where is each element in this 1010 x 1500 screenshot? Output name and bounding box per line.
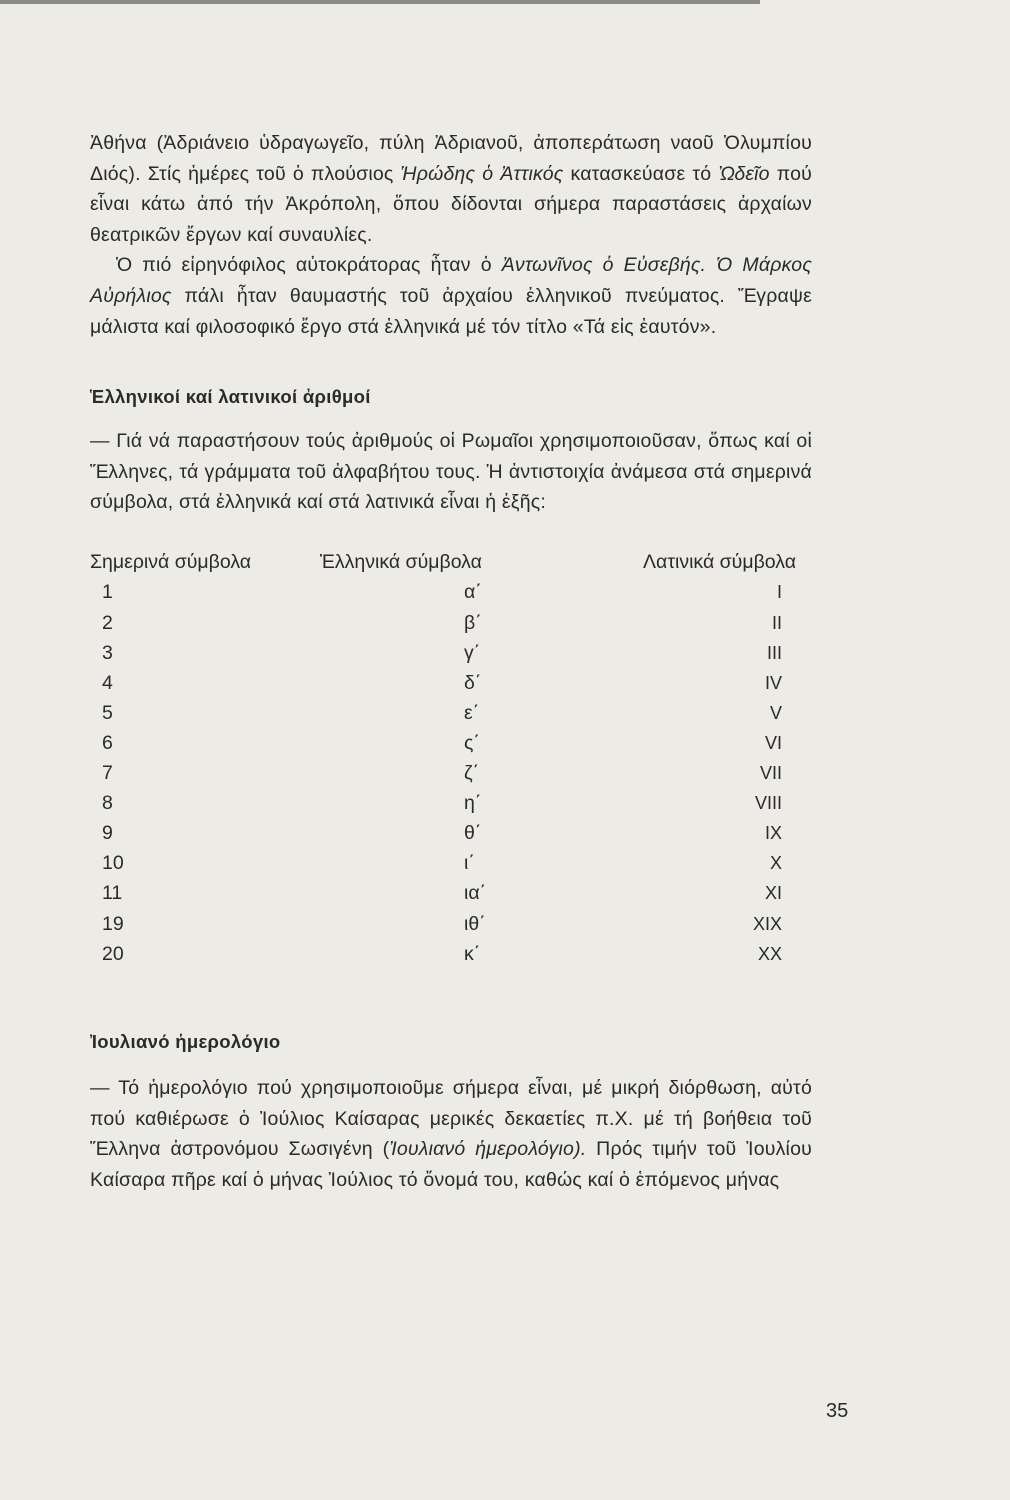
intro-paragraph-2 — [90, 250, 812, 342]
table-row — [90, 759, 796, 789]
greek-symbol: ι΄ — [464, 852, 475, 875]
modern-symbol: 11 — [102, 882, 123, 905]
table-row — [90, 879, 796, 909]
numerals-table — [90, 548, 796, 969]
text-run: Πρός τιμήν τοῦ Ἰουλίου Καίσαρα πῆρε καί ὁ μήνας Ἰούλιος τό ὄνομά του, καθώς καί ὁ ἑπόμενος μήνας — [90, 1138, 812, 1191]
italic-name: Ἀντωνῖνος ὁ Εὐσεβής. — [501, 254, 707, 277]
greek-symbol: η΄ — [464, 792, 482, 815]
latin-symbol: VIII — [754, 793, 782, 814]
modern-symbol: 1 — [102, 581, 113, 604]
modern-symbol: 19 — [102, 912, 124, 935]
table-row — [90, 909, 796, 939]
text-run: κατασκεύασε τό — [563, 162, 719, 185]
modern-symbol: 3 — [102, 641, 113, 664]
section-title-julian-calendar: Ἰουλιανό ἡμερολόγιο — [90, 1031, 281, 1053]
table-row — [90, 638, 796, 668]
latin-symbol: VII — [759, 763, 782, 784]
italic-name: Ὠδεῖο — [718, 162, 770, 185]
section-text-numerals: — Γιά νά παραστήσουν τούς ἀριθμούς οἱ Ρωμαῖοι χρησιμοποιοῦσαν, ὅπως καί οἱ Ἕλληνες, τά γράμματα τοῦ ἀλφαβήτου τους. Ἡ ἀντιστοιχία ἀνάμεσα στά σημερινά σύμβολα, στά ἑλληνικά καί στά λατινικά εἶναι ἡ ἑξῆς: — [90, 430, 812, 514]
italic-name: Ἡρώδης ὁ Ἀττικός — [400, 162, 564, 185]
modern-symbol: 7 — [102, 762, 113, 785]
text-run: πού εἶναι κάτω ἀπό τήν Ἀκρόπολη, ὅπου δίδονται σήμερα παραστάσεις ἀρχαίων θεατρικῶν ἔργων καί συναυλίες. — [90, 162, 813, 246]
latin-symbol: I — [776, 582, 782, 603]
table-row — [90, 608, 796, 638]
greek-symbol: ζ΄ — [464, 762, 480, 785]
table-row — [90, 668, 796, 698]
table-row — [90, 578, 796, 608]
latin-symbol: XI — [764, 883, 782, 904]
modern-symbol: 5 — [102, 701, 113, 724]
latin-symbol: III — [766, 642, 782, 663]
latin-symbol: II — [771, 612, 782, 633]
greek-symbol: ια΄ — [464, 882, 487, 905]
column-header: Λατινικά σύμβολα — [643, 551, 796, 574]
greek-symbol: θ΄ — [464, 822, 482, 845]
table-row — [90, 789, 796, 819]
modern-symbol: 10 — [102, 852, 124, 875]
greek-symbol: α΄ — [464, 581, 482, 604]
text-run: Ἀθήνα (Ἀδριάνειο ὑδραγωγεῖο, πύλη Ἀδριανοῦ, ἀποπεράτωση ναοῦ Ὀλυμπίου Διός). Στίς ἡμέρες τοῦ ὁ πλούσιος — [90, 132, 812, 185]
greek-symbol: ιθ΄ — [464, 912, 486, 935]
text-run: — Τό ἡμερολόγιο πού χρησιμοποιοῦμε σήμερα εἶναι, μέ μικρή διόρθωση, αὐτό πού καθιέρωσε ὁ Ἰούλιος Καίσαρας μερικές δεκαετίες π.Χ. μέ τή βοήθεια τοῦ Ἕλληνα ἀστρονόμου Σωσιγένη ( — [90, 1077, 812, 1161]
scan-top-edge — [0, 0, 760, 4]
greek-symbol: γ΄ — [464, 641, 481, 664]
italic-term: Ἰουλιανό ἡμερολόγιο). — [389, 1138, 587, 1161]
latin-symbol: IX — [764, 823, 782, 844]
text-run — [706, 254, 716, 276]
latin-symbol: XIX — [752, 913, 782, 934]
table-header-row — [90, 548, 796, 578]
modern-symbol: 9 — [102, 822, 113, 845]
text-run: πάλι ἦταν θαυμαστής τοῦ ἀρχαίου ἑλληνικοῦ πνεύματος. Ἔγραψε μάλιστα καί φιλοσοφικό ἔργο στά ἑλληνικά μέ τόν τίτλο «Τά εἰς ἑαυτόν». — [90, 284, 812, 338]
column-header: Ἑλληνικά σύμβολα — [320, 551, 482, 574]
modern-symbol: 4 — [102, 671, 113, 694]
italic-name: Ὁ Μάρκος Αὐρήλιος — [90, 254, 813, 307]
modern-symbol: 20 — [102, 942, 124, 965]
greek-symbol: ε΄ — [464, 701, 480, 724]
section-title-numerals: Ἑλληνικοί καί λατινικοί ἀριθμοί — [90, 386, 371, 408]
latin-symbol: IV — [764, 672, 782, 693]
table-row — [90, 849, 796, 879]
table-row — [90, 939, 796, 969]
page-number: 35 — [826, 1400, 849, 1422]
latin-symbol: X — [769, 853, 782, 874]
page-content — [90, 128, 812, 1196]
table-row — [90, 698, 796, 728]
column-header: Σημερινά σύμβολα — [90, 551, 252, 574]
latin-symbol: VI — [764, 732, 782, 753]
text-run: Ὁ πιό εἰρηνόφιλος αὐτοκράτορας ἦταν ὁ — [116, 254, 502, 277]
modern-symbol: 2 — [102, 611, 113, 634]
modern-symbol: 8 — [102, 792, 113, 815]
intro-paragraph-1 — [90, 128, 812, 250]
latin-symbol: XX — [757, 943, 782, 964]
greek-symbol: δ΄ — [464, 671, 482, 694]
table-row — [90, 819, 796, 849]
greek-symbol: ς΄ — [464, 731, 480, 754]
table-row — [90, 728, 796, 758]
modern-symbol: 6 — [102, 731, 113, 754]
latin-symbol: V — [769, 702, 782, 723]
section-text-julian-calendar — [90, 1073, 812, 1195]
greek-symbol: κ΄ — [464, 942, 481, 965]
greek-symbol: β΄ — [464, 611, 482, 634]
